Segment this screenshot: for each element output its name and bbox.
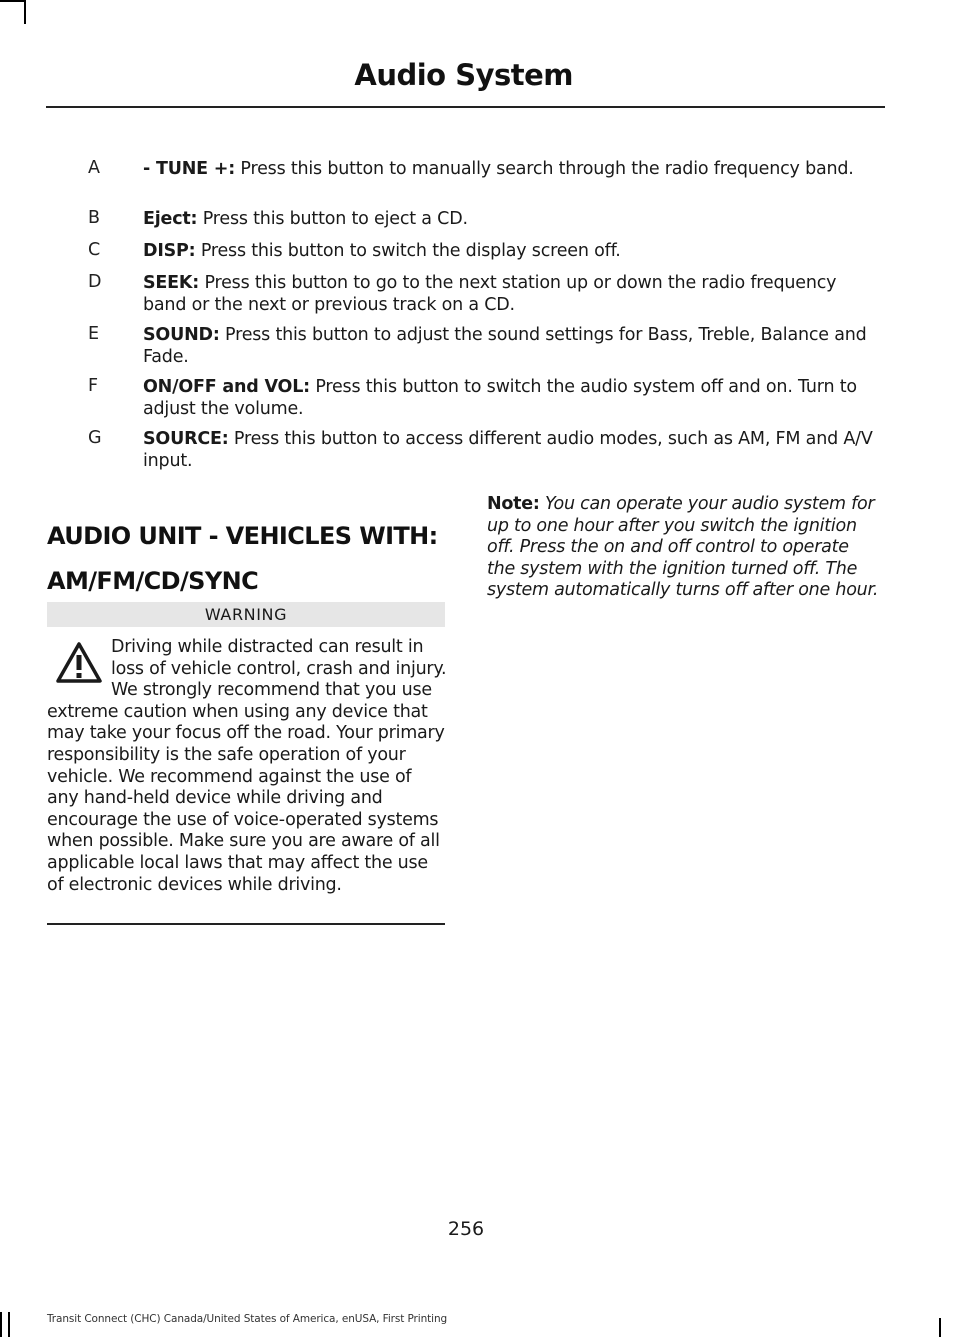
page-number: 256	[447, 1218, 485, 1240]
control-description: - TUNE +: Press this button to manually search through the radio frequency band.	[143, 159, 854, 179]
control-description: DISP: Press this button to switch the display screen off.	[143, 241, 621, 261]
control-description: SOUND: Press this button to adjust the sound settings for Bass, Treble, Balance and Fade.	[143, 325, 867, 367]
warning-text: Driving while distracted can result in loss of vehicle control, crash and injury. We strongly recommend that you use extreme caution when using any device that may take your focus off the road. Your primary responsibility is the safe operation of your vehicle. We recommend against the use of any hand-held device while driving and encourage the use of voice-operated systems when possible. Make sure you are aware of all applicable local laws that may affect the use of electronic devices while driving.	[47, 637, 447, 895]
control-description: ON/OFF and VOL: Press this button to switch the audio system off and on. Turn to adjust the volume.	[143, 377, 857, 419]
control-letter: F	[88, 376, 99, 396]
note-paragraph	[487, 494, 882, 602]
warning-icon-space	[47, 637, 111, 701]
note-text: You can operate your audio system for up to one hour after you switch the ignition off. Press the on and off control to operate the system with the ignition turned off. The system automatically turns off after one hour.	[487, 494, 879, 601]
crop-mark	[8, 1312, 10, 1337]
crop-mark	[0, 1312, 2, 1337]
control-letter: C	[88, 240, 101, 260]
header-divider	[46, 106, 885, 108]
crop-mark	[939, 1318, 941, 1337]
footer-text: Transit Connect (CHC) Canada/United States of America, enUSA, First Printing	[47, 1313, 448, 1325]
warning-bottom-rule	[47, 923, 445, 925]
control-description: SOURCE: Press this button to access different audio modes, such as AM, FM and A/V input.	[143, 429, 873, 471]
control-letter: A	[88, 158, 100, 178]
crop-mark	[24, 0, 26, 24]
control-description: SEEK: Press this button to go to the next station up or down the radio frequency band or the next or previous track on a CD.	[143, 273, 837, 315]
note-label: Note:	[487, 494, 540, 514]
crop-mark	[0, 0, 26, 2]
section-heading	[47, 520, 467, 598]
control-letter: G	[88, 428, 102, 448]
control-letter: B	[88, 208, 101, 228]
control-description: Eject: Press this button to eject a CD.	[143, 209, 468, 229]
control-letter: D	[88, 272, 102, 292]
control-letter: E	[88, 324, 100, 344]
section-heading-line2: AM/FM/CD/SYNC	[47, 567, 259, 595]
page-header-title: Audio System	[354, 58, 573, 92]
warning-label: WARNING	[47, 602, 445, 627]
section-heading-line1: AUDIO UNIT - VEHICLES WITH:	[47, 522, 438, 550]
